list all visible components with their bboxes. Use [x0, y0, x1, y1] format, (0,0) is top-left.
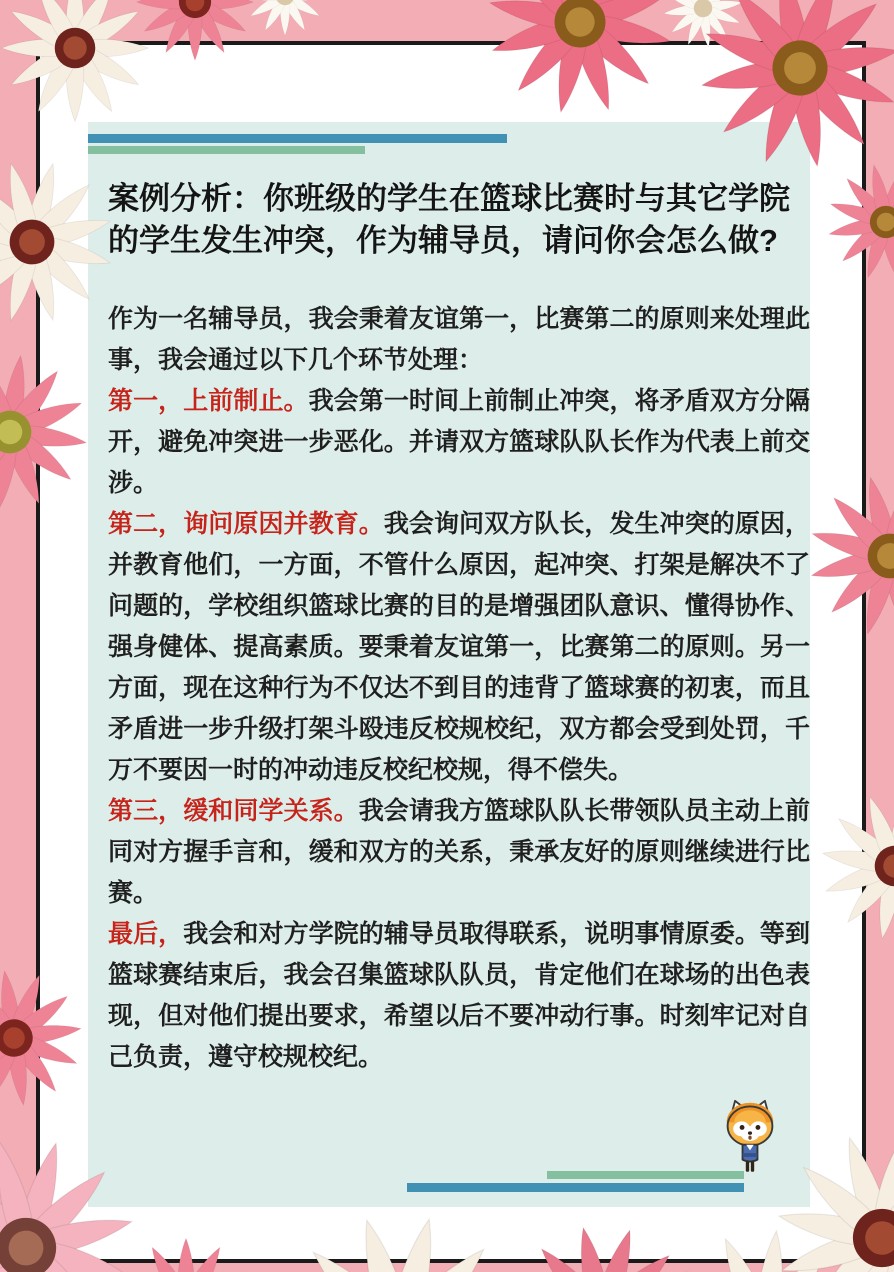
paragraph-body: 我会请我方篮球队队长带领队员主动上前同对方握手言和，缓和双方的关系，秉承友好的原则继续进行比赛。: [108, 798, 810, 907]
content-panel: [88, 122, 810, 1207]
paragraph-body: 作为一名辅导员，我会秉着友谊第一，比赛第二的原则来处理此事，我会通过以下几个环节处理：: [108, 306, 810, 374]
answer-paragraph-intro: [108, 299, 810, 381]
answer-paragraph-step1: [108, 381, 810, 504]
paragraph-body: 我会询问双方队长，发生冲突的原因，并教育他们，一方面，不管什么原因，起冲突、打架是解决不了问题的，学校组织篮球比赛的目的是增强团队意识、懂得协作、强身健体、提高素质。要秉着友谊第一，比赛第二的原则。另一方面，现在这种行为不仅达不到目的违背了篮球赛的初衷，而且矛盾进一步升级打架斗殴违反校规校纪，双方都会受到处罚，千万不要因一时的冲动违反校纪校规，得不偿失。: [108, 511, 810, 784]
paragraph-body: 我会和对方学院的辅导员取得联系，说明事情原委。等到篮球赛结束后，我会召集篮球队队员，肯定他们在球场的出色表现，但对他们提出要求，希望以后不要冲动行事。时刻牢记对自己负责，遵守校规校纪。: [108, 921, 810, 1071]
case-question-title: 案例分析：你班级的学生在篮球比赛时与其它学院的学生发生冲突，作为辅导员，请问你会怎么做?: [108, 181, 790, 258]
note-card: [36, 41, 866, 1263]
flower-decoration: [243, 0, 327, 38]
paragraph-lead: 第二，询问原因并教育。: [108, 511, 384, 538]
flower-decoration: [133, 0, 257, 64]
flower-decoration: [0, 0, 153, 126]
paragraph-lead: 最后，: [108, 921, 184, 948]
answer-paragraph-step3: [108, 791, 810, 914]
answer-paragraph-final: [108, 914, 810, 1078]
flower-decoration: [114, 1234, 258, 1272]
paragraph-body: 我会第一时间上前制止冲突，将矛盾双方分隔开，避免冲突进一步恶化。并请双方篮球队队长作为代表上前交涉。: [108, 388, 810, 497]
paragraph-lead: 第一，上前制止。: [108, 388, 309, 415]
accent-bar-bottom-blue: [407, 1183, 744, 1192]
accent-bar-bottom-green: [547, 1171, 744, 1179]
answer-paragraph-step2: [108, 504, 810, 791]
accent-bar-top-blue: [88, 134, 507, 143]
paragraph-lead: 第三，缓和同学关系。: [108, 798, 359, 825]
answer-text: [108, 299, 810, 1078]
accent-bar-top-green: [88, 146, 365, 154]
